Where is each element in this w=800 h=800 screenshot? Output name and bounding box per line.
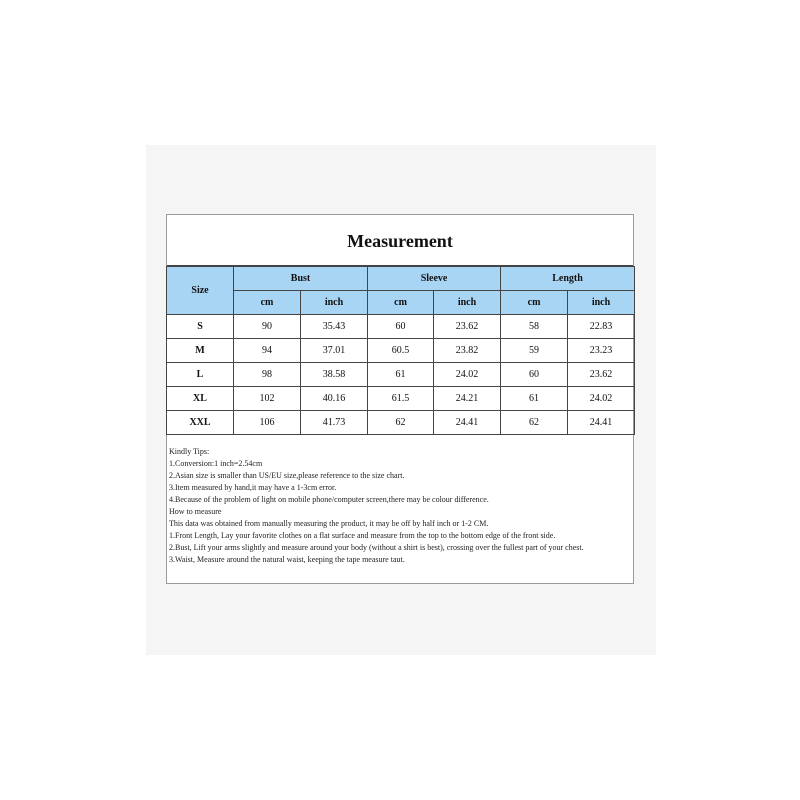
table-cell: 98 <box>234 363 301 387</box>
sleeve-header: Sleeve <box>368 267 501 291</box>
table-cell: 60.5 <box>368 339 434 363</box>
table-cell: 106 <box>234 411 301 435</box>
size-cell: S <box>167 315 234 339</box>
table-cell: 24.41 <box>434 411 501 435</box>
page-title: Measurement <box>167 215 633 266</box>
size-chart-table <box>166 266 635 435</box>
table-cell: 40.16 <box>301 387 368 411</box>
tips-heading: Kindly Tips: <box>169 447 210 456</box>
tip-line: 2.Asian size is smaller than US/EU size,please reference to the size chart. <box>169 471 405 480</box>
size-cell: XXL <box>167 411 234 435</box>
table-cell: 61.5 <box>368 387 434 411</box>
table-cell: 22.83 <box>568 315 635 339</box>
table-cell: 24.02 <box>568 387 635 411</box>
how-to-measure-heading: How to measure <box>169 507 222 516</box>
table-row <box>167 339 635 363</box>
unit-header: cm <box>368 291 434 315</box>
table-cell: 59 <box>501 339 568 363</box>
table-cell: 61 <box>501 387 568 411</box>
table-cell: 23.62 <box>434 315 501 339</box>
table-cell: 24.21 <box>434 387 501 411</box>
table-cell: 94 <box>234 339 301 363</box>
tip-line: 4.Because of the problem of light on mobile phone/computer screen,there may be colour difference. <box>169 495 489 504</box>
table-row <box>167 363 635 387</box>
size-cell: L <box>167 363 234 387</box>
unit-header: inch <box>568 291 635 315</box>
table-cell: 58 <box>501 315 568 339</box>
table-cell: 24.02 <box>434 363 501 387</box>
table-cell: 35.43 <box>301 315 368 339</box>
tip-line: This data was obtained from manually measuring the product, it may be off by half inch or 1-2 CM. <box>169 519 489 528</box>
unit-header: inch <box>434 291 501 315</box>
tip-line: 3.Item measured by hand,it may have a 1-3cm error. <box>169 483 337 492</box>
table-cell: 62 <box>368 411 434 435</box>
size-cell: M <box>167 339 234 363</box>
bust-header: Bust <box>234 267 368 291</box>
table-cell: 60 <box>368 315 434 339</box>
unit-header: cm <box>501 291 568 315</box>
table-unit-row <box>167 291 635 315</box>
table-row <box>167 315 635 339</box>
table-row <box>167 411 635 435</box>
table-cell: 37.01 <box>301 339 368 363</box>
table-cell: 61 <box>368 363 434 387</box>
unit-header: inch <box>301 291 368 315</box>
tip-line: 1.Front Length, Lay your favorite clothes on a flat surface and measure from the top to the bottom edge of the front side. <box>169 531 556 540</box>
table-row <box>167 387 635 411</box>
table-cell: 38.58 <box>301 363 368 387</box>
table-cell: 23.82 <box>434 339 501 363</box>
tip-line: 3.Waist, Measure around the natural waist, keeping the tape measure taut. <box>169 555 405 564</box>
table-cell: 24.41 <box>568 411 635 435</box>
size-cell: XL <box>167 387 234 411</box>
tip-line: 2.Bust, Lift your arms slightly and measure around your body (without a shirt is best), crossing over the fullest part of your chest. <box>169 543 584 552</box>
table-header-row <box>167 267 635 291</box>
table-cell: 60 <box>501 363 568 387</box>
table-cell: 90 <box>234 315 301 339</box>
measurement-card <box>166 214 634 584</box>
length-header: Length <box>501 267 635 291</box>
table-cell: 62 <box>501 411 568 435</box>
unit-header: cm <box>234 291 301 315</box>
size-header: Size <box>167 267 234 315</box>
table-cell: 23.62 <box>568 363 635 387</box>
table-cell: 23.23 <box>568 339 635 363</box>
table-cell: 41.73 <box>301 411 368 435</box>
tip-line: 1.Conversion:1 inch=2.54cm <box>169 459 263 468</box>
kindly-tips <box>167 435 633 566</box>
table-cell: 102 <box>234 387 301 411</box>
